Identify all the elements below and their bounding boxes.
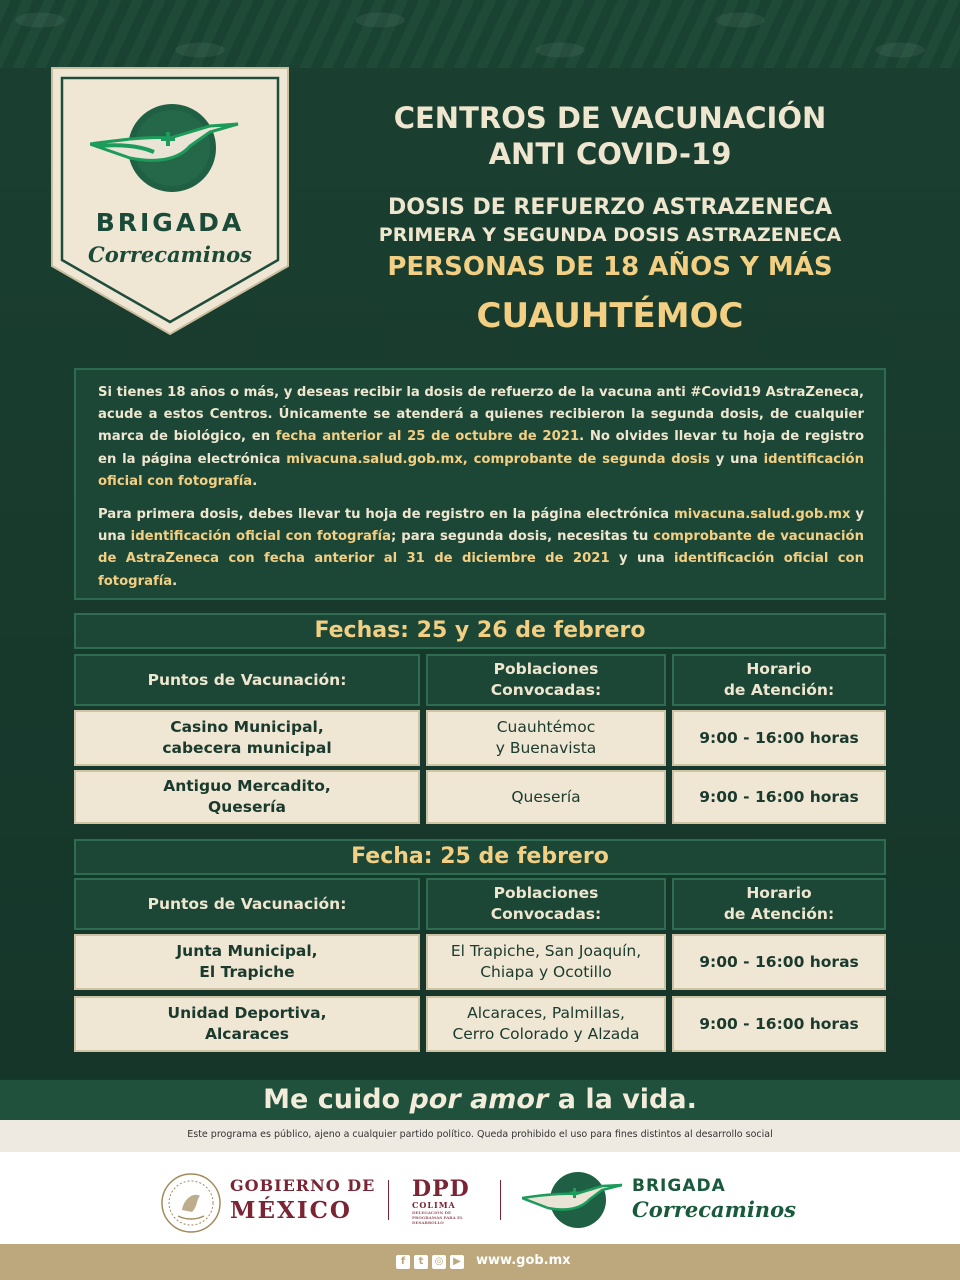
- badge-subtitle: Correcaminos: [88, 242, 252, 267]
- table-row: [74, 934, 886, 990]
- header: [320, 100, 900, 338]
- dpd-colima-logo: [412, 1176, 474, 1225]
- personas-line: PERSONAS DE 18 AÑOS Y MÁS: [387, 252, 833, 282]
- header-puntos: [74, 654, 420, 706]
- info-text: y una: [98, 507, 864, 545]
- info-highlight: identificación oficial con fotografía: [130, 529, 392, 545]
- punto-cell: [74, 770, 420, 824]
- info-highlight: identificación oficial con fotografía: [98, 451, 865, 489]
- title-line-1: CENTROS DE VACUNACIÓN: [393, 101, 827, 135]
- facebook-icon[interactable]: f: [396, 1255, 410, 1269]
- info-highlight: comprobante de vacunación de AstraZeneca con fecha anterior al 31 de diciembre de 2021: [98, 529, 864, 567]
- horario-cell: 9:00 - 16:00 horas: [672, 934, 886, 990]
- header-horario-line: Horario: [746, 660, 812, 678]
- instagram-icon[interactable]: ◎: [432, 1255, 446, 1269]
- poblaciones-cell: [426, 770, 666, 824]
- bc-line-2: Correcaminos: [632, 1197, 796, 1222]
- slogan-text: a la vida.: [548, 1084, 697, 1115]
- poblaciones-line: Alcaraces, Palmillas,: [467, 1004, 625, 1022]
- title-line-2: ANTI COVID-19: [488, 137, 732, 171]
- punto-line: El Trapiche: [199, 963, 295, 981]
- bc-line-1: BRIGADA: [632, 1176, 726, 1196]
- header-horario-line: de Atención:: [723, 905, 835, 923]
- table-header-row: [74, 654, 886, 706]
- info-highlight: fecha anterior al 25 de octubre de 2021: [275, 429, 580, 445]
- poblaciones-line: Quesería: [511, 787, 581, 806]
- poblaciones-cell: [426, 934, 666, 990]
- info-highlight: ,: [462, 451, 474, 467]
- roadrunner-footer-logo-icon: [522, 1168, 628, 1232]
- section-1-date: Fechas: 25 y 26 de febrero: [74, 613, 886, 649]
- info-text: ; para segunda dosis, necesitas tu: [391, 529, 654, 545]
- slogan-emphasis: por amor: [409, 1084, 549, 1115]
- dpd-line-2: COLIMA: [412, 1200, 456, 1210]
- social-icons: [396, 1255, 464, 1269]
- info-highlight: identificación oficial con fotografía: [98, 551, 864, 589]
- footer-bar: [0, 1244, 960, 1280]
- header-horario: [672, 878, 886, 930]
- header-poblaciones-line: Convocadas:: [490, 905, 602, 923]
- punto-line: Antiguo Mercadito,: [163, 777, 331, 795]
- dosis-line-1: DOSIS DE REFUERZO ASTRAZENECA: [387, 195, 833, 220]
- header-poblaciones: [426, 878, 666, 930]
- header-horario-line: Horario: [746, 884, 812, 902]
- info-paragraph-1: [98, 382, 864, 493]
- logo-divider: [388, 1180, 389, 1220]
- header-puntos-label: Puntos de Vacunación:: [147, 894, 347, 913]
- info-paragraph-2: [98, 504, 864, 593]
- punto-cell: [74, 934, 420, 990]
- slogan-text: Me cuido: [263, 1084, 410, 1115]
- info-link[interactable]: mivacuna.salud.gob.mx: [286, 451, 463, 467]
- header-horario: [672, 654, 886, 706]
- header-puntos: [74, 878, 420, 930]
- dpd-line-1: DPD: [412, 1176, 470, 1202]
- punto-line: Casino Municipal,: [170, 718, 324, 736]
- slogan-bar: [0, 1080, 960, 1120]
- header-poblaciones-line: Convocadas:: [490, 681, 602, 699]
- poblaciones-line: El Trapiche, San Joaquín,: [450, 942, 642, 960]
- header-poblaciones: [426, 654, 666, 706]
- horario-cell: 9:00 - 16:00 horas: [672, 710, 886, 766]
- table-row: [74, 770, 886, 824]
- header-horario-line: de Atención:: [723, 681, 835, 699]
- punto-line: cabecera municipal: [162, 739, 332, 757]
- punto-cell: [74, 996, 420, 1052]
- table-row: [74, 710, 886, 766]
- poblaciones-line: Cerro Colorado y Alzada: [452, 1025, 640, 1043]
- table-row: [74, 996, 886, 1052]
- gobierno-de-mexico-logo: [230, 1176, 375, 1224]
- punto-line: Junta Municipal,: [176, 942, 318, 960]
- dpd-line-3: DELEGACIÓN DE PROGRAMAS PARA EL DESARROLLO: [412, 1210, 463, 1225]
- youtube-icon[interactable]: ▶: [450, 1255, 464, 1269]
- info-text: Si tienes 18 años o más, y deseas recibir la dosis de refuerzo de la vacuna anti #Covid19 AstraZeneca, acude a estos Centros. Únicamente se atenderá a quienes recibieron la segunda dosis, de cualquier marca de biológico, en: [98, 385, 864, 445]
- info-highlight: comprobante de segunda dosis: [473, 451, 710, 467]
- poblaciones-line: Chiapa y Ocotillo: [480, 963, 612, 981]
- city-name: CUAUHTÉMOC: [476, 296, 744, 336]
- brigada-correcaminos-logo: [632, 1176, 796, 1222]
- badge-title: BRIGADA: [95, 208, 245, 237]
- info-text: . No olvides llevar tu hoja de registro en la página electrónica: [98, 429, 864, 467]
- poblaciones-cell: [426, 996, 666, 1052]
- gob-line-1: GOBIERNO DE: [230, 1176, 376, 1195]
- punto-cell: [74, 710, 420, 766]
- brigada-badge: [50, 66, 290, 338]
- horario-cell: 9:00 - 16:00 horas: [672, 770, 886, 824]
- header-poblaciones-line: Poblaciones: [493, 660, 599, 678]
- info-text: .: [172, 573, 178, 589]
- logo-divider: [500, 1180, 501, 1220]
- header-poblaciones-line: Poblaciones: [493, 884, 599, 902]
- punto-line: Unidad Deportiva,: [167, 1004, 327, 1022]
- punto-line: Quesería: [208, 798, 286, 816]
- info-text: Para primera dosis, debes llevar tu hoja de registro en la página electrónica: [98, 507, 674, 523]
- roadrunner-logo-icon: [90, 96, 250, 196]
- poblaciones-cell: [426, 710, 666, 766]
- info-text: .: [252, 473, 258, 489]
- header-puntos-label: Puntos de Vacunación:: [147, 670, 347, 689]
- poblaciones-line: y Buenavista: [495, 739, 597, 757]
- punto-line: Alcaraces: [204, 1025, 289, 1043]
- poblaciones-line: Cuauhtémoc: [496, 718, 596, 736]
- info-link[interactable]: mivacuna.salud.gob.mx: [673, 507, 851, 523]
- gob-url-link[interactable]: www.gob.mx: [476, 1253, 571, 1268]
- horario-cell: 9:00 - 16:00 horas: [672, 996, 886, 1052]
- mexico-seal-icon: [160, 1172, 222, 1234]
- dosis-line-2: PRIMERA Y SEGUNDA DOSIS ASTRAZENECA: [378, 224, 842, 246]
- table-header-row: [74, 878, 886, 930]
- info-box: [74, 368, 886, 600]
- gob-line-2: MÉXICO: [230, 1197, 352, 1224]
- section-2-date: Fecha: 25 de febrero: [74, 839, 886, 875]
- info-text: y una: [609, 551, 675, 567]
- twitter-icon[interactable]: t: [414, 1255, 428, 1269]
- info-text: y una: [709, 451, 764, 467]
- logos-strip: [0, 1152, 960, 1244]
- legal-disclaimer: Este programa es público, ajeno a cualquier partido político. Queda prohibido el uso para fines distintos al desarrollo social: [0, 1120, 960, 1152]
